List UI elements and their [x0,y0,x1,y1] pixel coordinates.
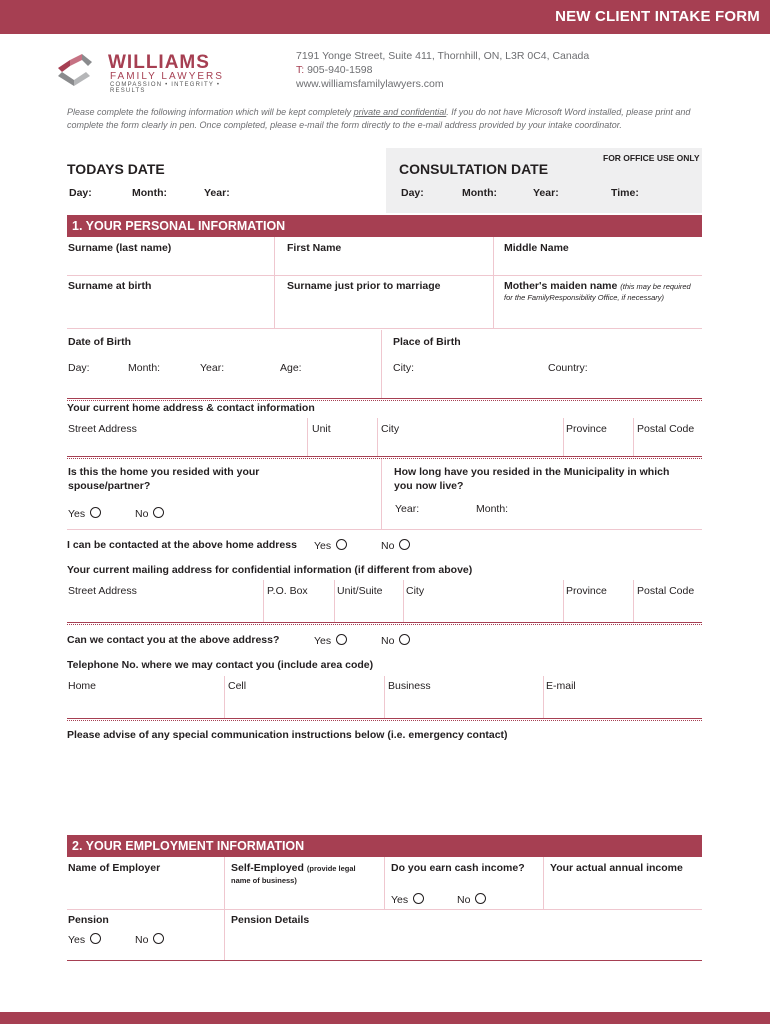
section-employment-head [67,835,702,857]
resided-month-field[interactable]: Month: [476,503,509,515]
mailing-address-heading: Your current mailing address for confidential information (if different from above) [67,564,473,576]
cash-no-label: No [457,894,471,906]
cash-yes-label: Yes [391,894,409,906]
section-personal-title: 1. YOUR PERSONAL INFORMATION [72,219,286,233]
cash-income-question: Do you earn cash income? [391,862,525,874]
intro-part1: Please complete the following information which will be kept completely [67,107,354,117]
maiden-name-field[interactable] [504,280,704,292]
contact-addr-yes-radio[interactable] [314,634,347,647]
contact-home-yes-label: Yes [314,540,332,552]
todays-date-title: TODAYS DATE [67,161,165,177]
contact-home-no-label: No [381,540,395,552]
intro-part2: . If you do not have Microsoft Word installed, please print and complete the form clearly in pen. Once completed, please e-mail the form directly to the e-mail address provided by your intake coordinator. [67,107,691,130]
employer-field[interactable]: Name of Employer [68,862,161,874]
tel-cell-field[interactable]: Cell [228,680,247,692]
radio-icon [153,933,164,944]
section-employment-title: 2. YOUR EMPLOYMENT INFORMATION [72,839,305,853]
home-unit-field[interactable]: Unit [312,423,331,435]
tel-business-field[interactable]: Business [388,680,431,692]
contact-home-no-radio[interactable] [381,539,410,552]
first-name-field[interactable]: First Name [287,242,342,254]
phone-text: 905-940-1598 [304,64,373,76]
contact-addr-yes-label: Yes [314,635,332,647]
home-city-field[interactable]: City [381,423,400,435]
tel-email-field[interactable]: E-mail [546,680,576,692]
maiden-name-label: Mother's maiden name [504,280,618,292]
logo-name: WILLIAMS [108,52,210,73]
tel-home-field[interactable]: Home [68,680,97,692]
todays-month-field[interactable]: Month: [132,187,167,199]
mail-street-field[interactable]: Street Address [68,585,137,597]
radio-icon [475,893,486,904]
pob-country-field[interactable]: Country: [548,362,588,374]
middle-name-field[interactable]: Middle Name [504,242,569,254]
website-link[interactable]: www.williamsfamilylawyers.com [296,78,444,90]
logo-mark-icon [56,54,96,88]
home-province-field[interactable]: Province [566,423,607,435]
resided-yes-radio[interactable] [68,507,101,520]
cash-yes-radio[interactable] [391,893,424,906]
form-title: NEW CLIENT INTAKE FORM [555,8,760,25]
consultation-date-title: CONSULTATION DATE [399,161,549,177]
consult-day-field[interactable]: Day: [401,187,424,199]
radio-icon [336,539,347,550]
resided-yes-label: Yes [68,508,86,520]
logo-subtitle: FAMILY LAWYERS [110,71,224,82]
mail-postal-field[interactable]: Postal Code [637,585,695,597]
age-field[interactable]: Age: [280,362,302,374]
maiden-note-2: for the FamilyResponsibility Office, if necessary) [504,293,665,302]
how-long-question: How long have you resided in the Municipality in which you now live? [394,466,670,492]
home-address-heading: Your current home address & contact information [67,402,315,414]
address-text: 7191 Yonge Street, Suite 411, Thornhill, ON, L3R 0C4, Canada [296,50,590,62]
telephone-heading: Telephone No. where we may contact you (include area code) [67,659,374,671]
dob-year-field[interactable]: Year: [200,362,225,374]
pension-details-field[interactable]: Pension Details [231,914,310,926]
dob-day-field[interactable]: Day: [68,362,90,374]
radio-icon [336,634,347,645]
radio-icon [90,933,101,944]
surname-birth-field[interactable]: Surname at birth [68,280,152,292]
self-employed-note: (provide legal [306,864,356,873]
logo-tagline: COMPASSION • INTEGRITY • RESULTS [110,82,221,94]
pension-yes-label: Yes [68,934,86,946]
surname-marriage-field[interactable]: Surname just prior to marriage [287,280,441,292]
surname-field[interactable]: Surname (last name) [68,242,172,254]
resided-no-radio[interactable] [135,507,164,520]
radio-icon [153,507,164,518]
mail-pobox-field[interactable]: P.O. Box [267,585,308,597]
dob-label: Date of Birth [68,336,131,348]
contact-addr-no-radio[interactable] [381,634,410,647]
home-postal-field[interactable]: Postal Code [637,423,695,435]
todays-year-field[interactable]: Year: [204,187,230,199]
intro-underlined: private and confidential [353,107,447,117]
radio-icon [413,893,424,904]
special-instructions-field[interactable] [67,745,702,825]
logo [56,52,246,92]
home-street-field[interactable]: Street Address [68,423,137,435]
pension-yes-radio[interactable] [68,933,101,946]
pob-city-field[interactable]: City: [393,362,414,374]
cash-no-radio[interactable] [457,893,486,906]
self-employed-note-2: name of business) [231,876,297,885]
mail-city-field[interactable]: City [406,585,425,597]
section-personal-head [67,215,702,237]
contact-home-yes-radio[interactable] [314,539,347,552]
annual-income-field[interactable]: Your actual annual income [550,862,683,874]
radio-icon [399,634,410,645]
radio-icon [399,539,410,550]
contact-addr-no-label: No [381,635,395,647]
consult-time-field[interactable]: Time: [611,187,639,199]
special-instructions-label: Please advise of any special communication instructions below (i.e. emergency contact) [67,729,508,741]
footer-bar [0,1012,770,1024]
consult-year-field[interactable]: Year: [533,187,559,199]
self-employed-label: Self-Employed [231,862,304,874]
office-use-label: FOR OFFICE USE ONLY [603,153,700,163]
consult-month-field[interactable]: Month: [462,187,497,199]
pension-label: Pension [68,914,109,926]
contact-home-question: I can be contacted at the above home address [67,539,297,551]
pob-label: Place of Birth [393,336,461,348]
resided-question: Is this the home you resided with your spouse/partner? [68,466,260,492]
contact-block [296,49,589,91]
self-employed-field[interactable] [231,862,381,874]
mail-unit-field[interactable]: Unit/Suite [337,585,383,597]
header-bar [0,0,770,34]
resided-year-field[interactable]: Year: [395,503,420,515]
mail-province-field[interactable]: Province [566,585,607,597]
pension-no-radio[interactable] [135,933,164,946]
pension-no-label: No [135,934,149,946]
contact-address-question: Can we contact you at the above address? [67,634,280,646]
resided-no-label: No [135,508,149,520]
dob-month-field[interactable]: Month: [128,362,161,374]
todays-day-field[interactable]: Day: [69,187,92,199]
phone-label: T: [296,64,305,76]
maiden-note: (this may be required [620,282,691,291]
intro-text [67,106,707,132]
radio-icon [90,507,101,518]
